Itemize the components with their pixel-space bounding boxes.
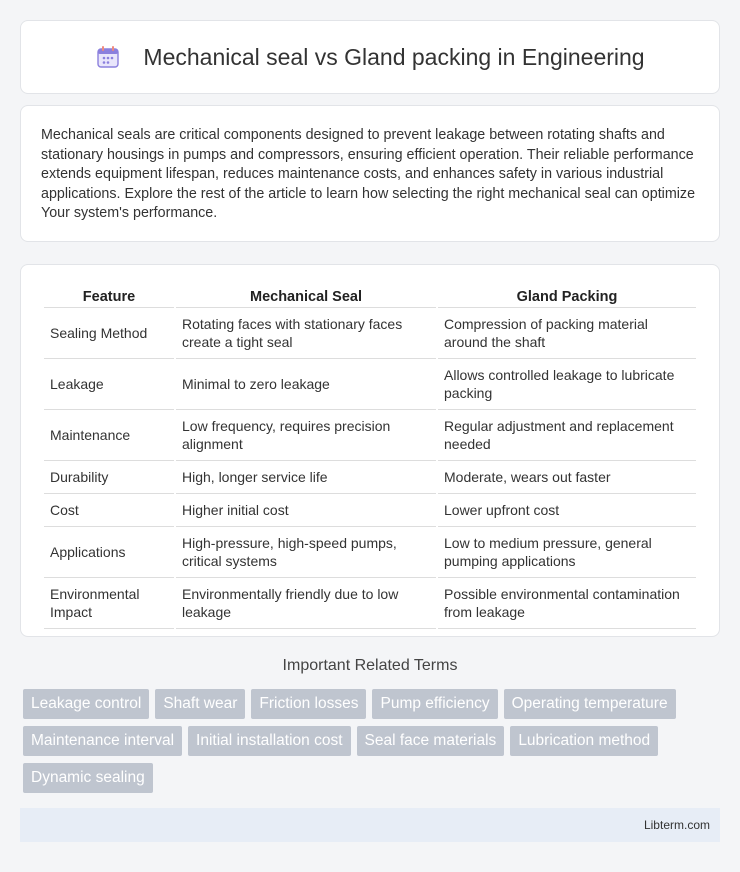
table-row <box>44 494 696 527</box>
table-row <box>44 359 696 410</box>
header-gland-packing: Gland Packing <box>438 285 696 308</box>
cell-gland-packing: Allows controlled leakage to lubricate packing <box>438 359 696 410</box>
tag-leakage-control[interactable]: Leakage control <box>23 689 149 719</box>
comparison-table-card <box>20 264 720 637</box>
tag-seal-face-materials[interactable]: Seal face materials <box>357 726 505 756</box>
table-row <box>44 527 696 578</box>
tag-friction-losses[interactable]: Friction losses <box>251 689 366 719</box>
cell-gland-packing: Compression of packing material around the shaft <box>438 308 696 359</box>
tag-dynamic-sealing[interactable]: Dynamic sealing <box>23 763 153 793</box>
intro-card <box>20 105 720 242</box>
cell-gland-packing: Regular adjustment and replacement needed <box>438 410 696 461</box>
cell-mechanical-seal: Minimal to zero leakage <box>176 359 436 410</box>
cell-feature: Sealing Method <box>44 308 174 359</box>
cell-mechanical-seal: Rotating faces with stationary faces create a tight seal <box>176 308 436 359</box>
table-row <box>44 410 696 461</box>
cell-feature: Applications <box>44 527 174 578</box>
cell-gland-packing: Low to medium pressure, general pumping applications <box>438 527 696 578</box>
tag-operating-temperature[interactable]: Operating temperature <box>504 689 676 719</box>
cell-mechanical-seal: High-pressure, high-speed pumps, critical systems <box>176 527 436 578</box>
cell-gland-packing: Possible environmental contamination from leakage <box>438 578 696 629</box>
comparison-table <box>42 285 698 629</box>
cell-feature: Durability <box>44 461 174 494</box>
table-row <box>44 578 696 629</box>
related-terms-title: Important Related Terms <box>282 657 458 674</box>
cell-feature: Leakage <box>44 359 174 410</box>
page-title: Mechanical seal vs Gland packing in Engineering <box>143 43 645 70</box>
cell-mechanical-seal: Environmentally friendly due to low leakage <box>176 578 436 629</box>
footer-site-link[interactable]: Libterm.com <box>643 818 710 832</box>
cell-mechanical-seal: Low frequency, requires precision alignment <box>176 410 436 461</box>
cell-feature: Cost <box>44 494 174 527</box>
related-terms-tags <box>20 689 720 793</box>
related-terms-section <box>20 657 720 793</box>
cell-mechanical-seal: Higher initial cost <box>176 494 436 527</box>
cell-gland-packing: Lower upfront cost <box>438 494 696 527</box>
tag-maintenance-interval[interactable]: Maintenance interval <box>23 726 182 756</box>
tag-pump-efficiency[interactable]: Pump efficiency <box>372 689 497 719</box>
tag-shaft-wear[interactable]: Shaft wear <box>155 689 245 719</box>
cell-feature: Environmental Impact <box>44 578 174 629</box>
header-feature: Feature <box>44 285 174 308</box>
tag-lubrication-method[interactable]: Lubrication method <box>510 726 658 756</box>
calendar-icon <box>95 44 121 70</box>
cell-gland-packing: Moderate, wears out faster <box>438 461 696 494</box>
header-mechanical-seal: Mechanical Seal <box>176 285 436 308</box>
table-row <box>44 308 696 359</box>
tag-initial-installation-cost[interactable]: Initial installation cost <box>188 726 350 756</box>
footer <box>20 808 720 842</box>
intro-paragraph: Mechanical seals are critical components designed to prevent leakage between rotating shafts and stationary housings in pumps and compressors, ensuring efficient operation. Their reliable performance extends equipment lifespan, reduces maintenance costs, and enhances safety in various industrial applications. Explore the rest of the article to learn how selecting the right mechanical seal can optimize Your system's performance. <box>41 127 696 221</box>
table-row <box>44 461 696 494</box>
title-card <box>20 20 720 94</box>
table-header-row <box>44 285 696 308</box>
cell-feature: Maintenance <box>44 410 174 461</box>
cell-mechanical-seal: High, longer service life <box>176 461 436 494</box>
